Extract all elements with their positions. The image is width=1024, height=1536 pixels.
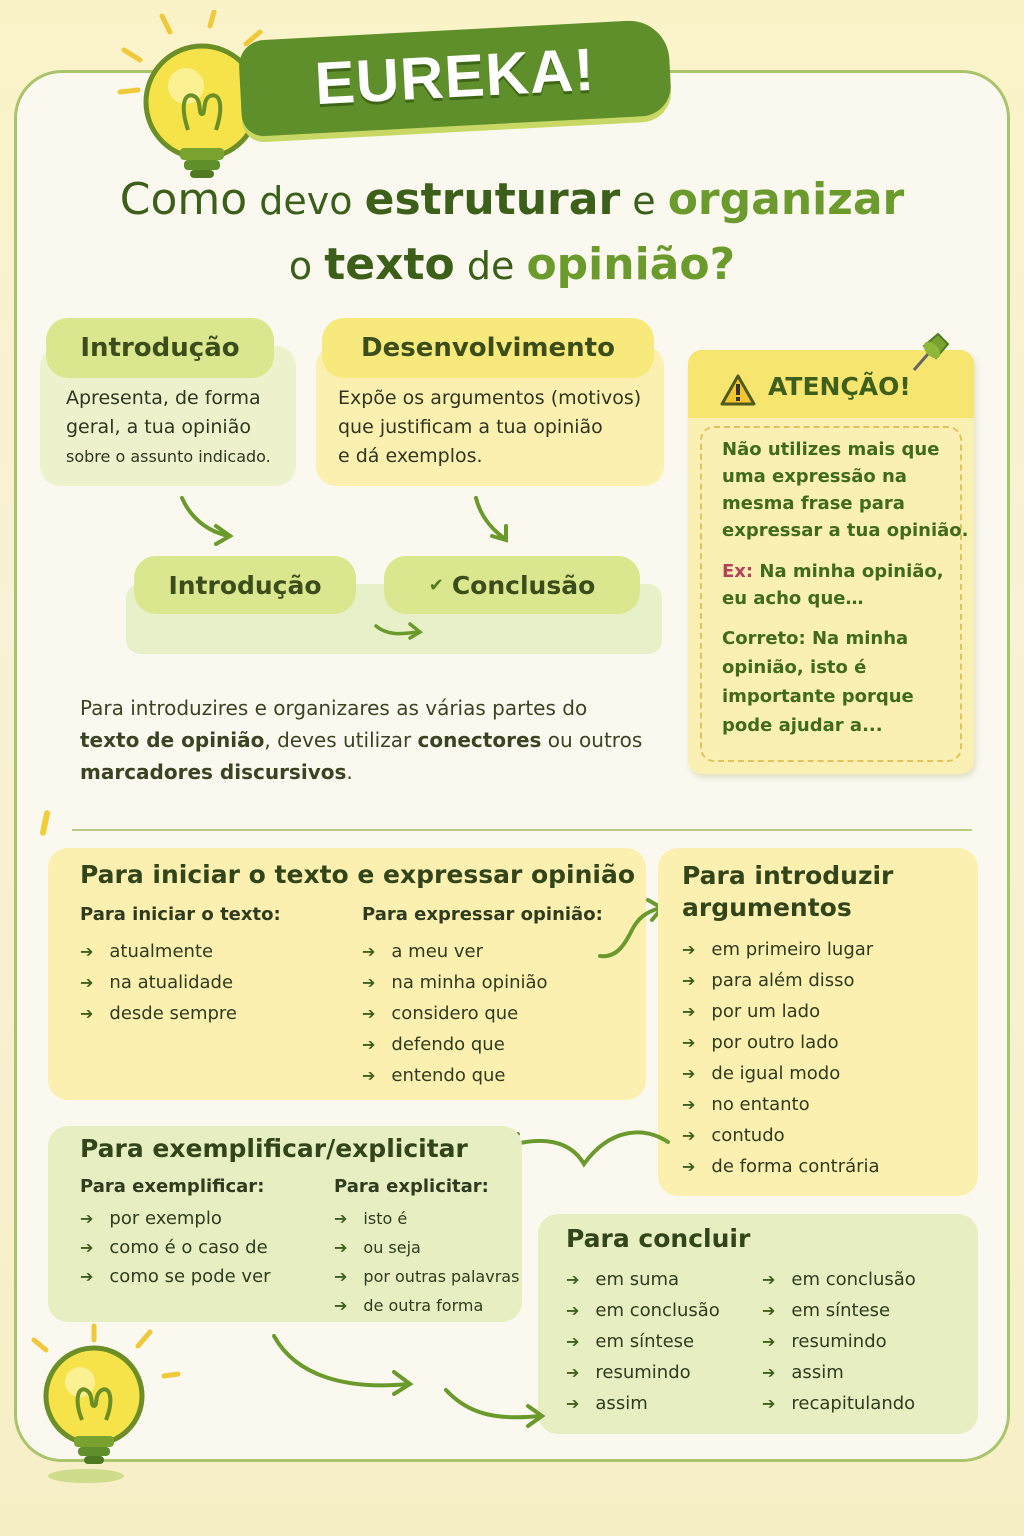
flow-conclusao (384, 556, 640, 614)
arrow-right-icon: ➔ (682, 1095, 696, 1114)
list-item (362, 967, 548, 998)
lightbulb-icon (24, 1316, 194, 1486)
intro-para-text: . (346, 760, 353, 784)
list-item (762, 1357, 916, 1388)
title-word: organizar (667, 174, 905, 225)
list-item-text: contudo (711, 1125, 785, 1146)
list-item (566, 1357, 720, 1388)
list-item-text: em suma (595, 1269, 680, 1290)
exemplificar-title: Para exemplificar/explicitar (80, 1134, 468, 1163)
title-word: Como (119, 174, 248, 225)
arrow-right-icon: ➔ (682, 940, 696, 959)
arrow-right-icon: ➔ (80, 973, 94, 992)
exemplificar-col1-list (80, 1204, 271, 1291)
rule-line: mesma frase para (722, 493, 905, 514)
list-item (80, 998, 237, 1029)
list-item-text: na atualidade (109, 972, 234, 993)
arrow-right-icon: ➔ (566, 1363, 580, 1382)
arrow-right-icon: ➔ (80, 942, 94, 961)
correct-line: Correto: Na minha (722, 628, 909, 649)
list-item (682, 965, 880, 996)
dev-line: e dá exemplos. (338, 445, 483, 467)
dev-line: Expõe os argumentos (motivos) (338, 387, 642, 409)
arrow-right-icon: ➔ (682, 971, 696, 990)
desenvolvimento-text (338, 384, 641, 471)
iniciar-col2-title: Para expressar opinião: (362, 904, 603, 925)
list-item-text: assim (595, 1393, 648, 1414)
argumentos-title (682, 860, 893, 924)
list-item-text: isto é (363, 1209, 408, 1228)
list-item (334, 1291, 519, 1320)
list-item (80, 1204, 271, 1233)
list-item-text: no entanto (711, 1094, 810, 1115)
list-item-text: ou seja (363, 1238, 421, 1257)
arrow-right-icon: ➔ (334, 1209, 348, 1228)
arrow-right-icon: ➔ (762, 1363, 776, 1382)
list-item (762, 1388, 916, 1419)
list-item (334, 1204, 519, 1233)
list-item-text: resumindo (791, 1331, 887, 1352)
arrow-right-icon: ➔ (566, 1270, 580, 1289)
list-item-text: por um lado (711, 1001, 821, 1022)
list-item-text: em síntese (791, 1300, 891, 1321)
list-item (566, 1295, 720, 1326)
arrow-right-icon: ➔ (362, 942, 376, 961)
arrow-right-icon: ➔ (80, 1238, 94, 1257)
arrow-right-icon (370, 614, 426, 642)
arrow-right-icon: ➔ (682, 1033, 696, 1052)
attention-correct (722, 624, 914, 740)
arrow-right-icon (440, 1380, 550, 1430)
intro-text (66, 384, 271, 471)
arrow-right-icon: ➔ (762, 1394, 776, 1413)
concluir-title: Para concluir (566, 1224, 751, 1253)
list-item-text: como é o caso de (109, 1237, 268, 1258)
list-item (762, 1264, 916, 1295)
concluir-col1-list (566, 1264, 720, 1419)
list-item (682, 1120, 880, 1151)
list-item-text: por outro lado (711, 1032, 839, 1053)
list-item-text: recapitulando (791, 1393, 916, 1414)
iniciar-col2-list (362, 936, 548, 1091)
list-item (334, 1262, 519, 1291)
dev-line: que justificam a tua opinião (338, 416, 603, 438)
list-item-text: por exemplo (109, 1208, 222, 1229)
exemplificar-col2-list (334, 1204, 519, 1320)
example-line: eu acho que… (722, 588, 864, 609)
connectors-intro (80, 692, 660, 788)
title-line-1 (60, 172, 964, 237)
correct-line: opinião, isto é (722, 657, 867, 678)
exemplificar-col2-title: Para explicitar: (334, 1176, 489, 1197)
argumentos-list (682, 934, 880, 1182)
arrow-right-icon: ➔ (80, 1267, 94, 1286)
intro-line: sobre o assunto indicado. (66, 447, 271, 466)
arrow-right-icon: ➔ (762, 1332, 776, 1351)
arrow-right-icon: ➔ (566, 1332, 580, 1351)
warning-icon (720, 374, 756, 406)
check-icon: ✔ (428, 574, 444, 596)
banner-text: EUREKA! (313, 35, 597, 118)
section-divider (72, 829, 972, 831)
list-item (682, 1027, 880, 1058)
list-item (80, 936, 237, 967)
intro-line: Apresenta, de forma (66, 387, 261, 409)
arrow-right-icon: ➔ (362, 1066, 376, 1085)
arrow-right-icon: ➔ (80, 1004, 94, 1023)
arrow-right-icon: ➔ (362, 1035, 376, 1054)
title-word: opinião? (526, 239, 736, 290)
concluir-col2-list (762, 1264, 916, 1419)
list-item-text: em conclusão (791, 1269, 916, 1290)
intro-para-bold: conectores (417, 728, 542, 752)
argumentos-title-line: argumentos (682, 893, 852, 922)
argumentos-title-line: Para introduzir (682, 861, 894, 890)
arrow-right-icon (176, 492, 240, 548)
list-item-text: para além disso (711, 970, 855, 991)
list-item-text: defendo que (391, 1034, 505, 1055)
attention-box (688, 350, 974, 774)
desenvolvimento-label: Desenvolvimento (322, 318, 654, 378)
list-item (80, 967, 237, 998)
arrow-right-icon: ➔ (566, 1394, 580, 1413)
list-item-text: considero que (391, 1003, 519, 1024)
list-item-text: de forma contrária (711, 1156, 880, 1177)
page-title (60, 172, 964, 302)
title-line-2 (60, 237, 964, 302)
iniciar-title: Para iniciar o texto e expressar opinião (80, 860, 636, 889)
title-word: o (288, 244, 325, 288)
list-item (682, 1089, 880, 1120)
arrow-right-icon: ➔ (762, 1301, 776, 1320)
iniciar-col1-list (80, 936, 237, 1029)
arrow-right-icon: ➔ (682, 1157, 696, 1176)
list-item-text: em conclusão (595, 1300, 720, 1321)
list-item-text: de outra forma (363, 1296, 484, 1315)
arrow-right-icon: ➔ (80, 1209, 94, 1228)
rule-line: uma expressão na (722, 466, 907, 487)
list-item (566, 1388, 720, 1419)
arrow-right-icon: ➔ (334, 1238, 348, 1257)
intro-para-text: , deves utilizar (264, 728, 418, 752)
intro-label: Introdução (46, 318, 274, 378)
title-word: texto (324, 239, 455, 290)
arrow-right-icon: ➔ (334, 1296, 348, 1315)
example-label: Ex: (722, 561, 754, 582)
list-item-text: de igual modo (711, 1063, 841, 1084)
intro-para-text: ou outros (541, 728, 643, 752)
exemplificar-col1-title: Para exemplificar: (80, 1176, 265, 1197)
list-item (80, 1262, 271, 1291)
list-item-text: na minha opinião (391, 972, 548, 993)
list-item (362, 998, 548, 1029)
arrow-right-icon: ➔ (682, 1002, 696, 1021)
list-item-text: atualmente (109, 941, 214, 962)
list-item (682, 1058, 880, 1089)
list-item (566, 1326, 720, 1357)
title-word: e (620, 179, 668, 223)
intro-para-bold: marcadores discursivos (80, 760, 347, 784)
title-word: estruturar (364, 174, 621, 225)
list-item-text: desde sempre (109, 1003, 237, 1024)
list-item (80, 1233, 271, 1262)
attention-example (722, 558, 944, 612)
title-word: de (454, 244, 527, 288)
arrow-right-icon: ➔ (682, 1064, 696, 1083)
correct-line: pode ajudar a... (722, 715, 883, 736)
arrow-right-icon: ➔ (362, 973, 376, 992)
flow-conclusao-label: Conclusão (451, 570, 596, 600)
arrow-right-icon (266, 1328, 422, 1398)
list-item (362, 1029, 548, 1060)
rule-line: expressar a tua opinião. (722, 520, 969, 541)
arrow-right-icon (470, 494, 534, 550)
attention-title: ATENÇÃO! (768, 372, 911, 401)
rule-line: Não utilizes mais que (722, 439, 940, 460)
pushpin-icon (904, 330, 952, 378)
intro-line: geral, a tua opinião (66, 416, 251, 438)
list-item-text: por outras palavras (363, 1267, 520, 1286)
flow-introducao: Introdução (134, 556, 356, 614)
correct-line: importante porque (722, 686, 914, 707)
arrow-right-icon: ➔ (762, 1270, 776, 1289)
iniciar-col1-title: Para iniciar o texto: (80, 904, 281, 925)
list-item (682, 996, 880, 1027)
arrow-right-icon: ➔ (362, 1004, 376, 1023)
arrow-right-icon: ➔ (682, 1126, 696, 1145)
example-line: Na minha opinião, (759, 561, 944, 582)
list-item (362, 1060, 548, 1091)
list-item (682, 934, 880, 965)
list-item-text: a meu ver (391, 941, 484, 962)
list-item-text: resumindo (595, 1362, 691, 1383)
list-item-text: como se pode ver (109, 1266, 271, 1287)
list-item (762, 1326, 916, 1357)
list-item (334, 1233, 519, 1262)
list-item (762, 1295, 916, 1326)
arrow-right-icon: ➔ (334, 1267, 348, 1286)
attention-rule (722, 436, 969, 544)
intro-para-text: Para introduzires e organizares as várias partes do (80, 696, 588, 720)
list-item-text: em primeiro lugar (711, 939, 874, 960)
intro-para-bold: texto de opinião (80, 728, 265, 752)
list-item-text: entendo que (391, 1065, 506, 1086)
list-item-text: assim (791, 1362, 844, 1383)
arrow-right-icon: ➔ (566, 1301, 580, 1320)
list-item-text: em síntese (595, 1331, 695, 1352)
list-item (566, 1264, 720, 1295)
list-item (362, 936, 548, 967)
list-item (682, 1151, 880, 1182)
title-word: devo (247, 179, 365, 223)
